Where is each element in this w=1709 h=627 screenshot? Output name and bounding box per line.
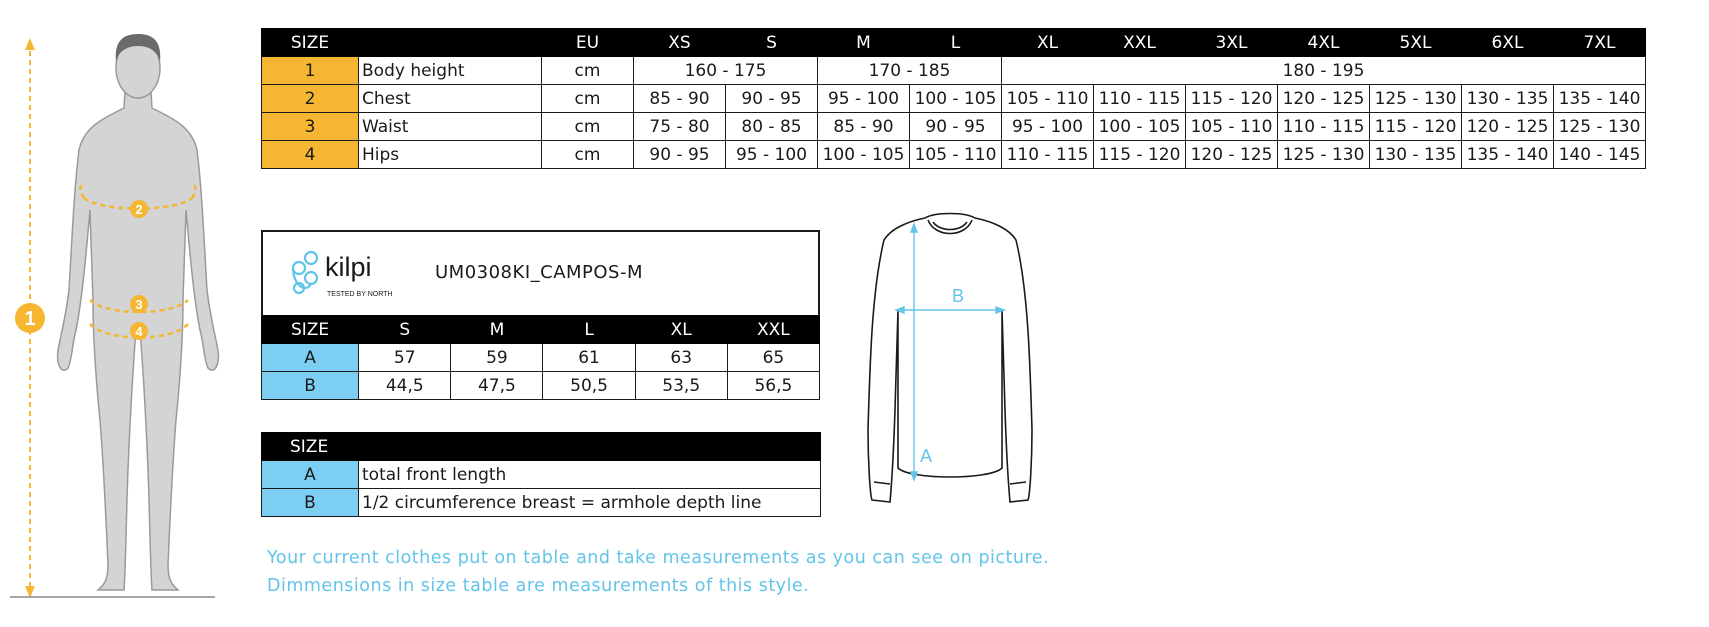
header-m: M (818, 29, 910, 57)
header-label (359, 29, 542, 57)
table-row (262, 57, 1646, 85)
table-cell: 61 (543, 344, 635, 372)
sweater-label-a: A (920, 446, 933, 466)
table-cell: 135 - 140 (1462, 141, 1554, 169)
instruction-note: Your current clothes put on table and take measurements as you can see on picture. (267, 548, 1050, 568)
table-cell: 100 - 105 (1094, 113, 1186, 141)
marker-4-label: 4 (135, 324, 143, 339)
table-cell: 130 - 135 (1462, 85, 1554, 113)
table-cell: 135 - 140 (1554, 85, 1646, 113)
table-row (262, 344, 820, 372)
header-m: M (451, 316, 543, 344)
table-cell: 130 - 135 (1370, 141, 1462, 169)
header-6xl: 6XL (1462, 29, 1554, 57)
garment-header-row (262, 316, 820, 344)
header-size: SIZE (262, 29, 359, 57)
table-row (262, 489, 821, 517)
header-s: S (726, 29, 818, 57)
marker-3-label: 3 (135, 297, 143, 312)
table-cell: 53,5 (635, 372, 727, 400)
table-cell: 110 - 115 (1278, 113, 1370, 141)
header-eu: EU (542, 29, 634, 57)
table-cell: 85 - 90 (818, 113, 910, 141)
legend-text: 1/2 circumference breast = armhole depth line (359, 489, 821, 517)
row-number: 1 (262, 57, 359, 85)
sweater-diagram (860, 210, 1040, 515)
header-5xl: 5XL (1370, 29, 1462, 57)
header-xl: XL (1002, 29, 1094, 57)
table-cell: 65 (727, 344, 819, 372)
brand-name: kilpi (325, 252, 372, 282)
header-xxl: XXL (1094, 29, 1186, 57)
legend-header-blank (359, 433, 821, 461)
table-cell: 100 - 105 (910, 85, 1002, 113)
table-cell: 100 - 105 (818, 141, 910, 169)
header-xs: XS (634, 29, 726, 57)
table-cell: 90 - 95 (726, 85, 818, 113)
header-xxl: XXL (727, 316, 819, 344)
row-label: Body height (359, 57, 542, 85)
body-measurement-figure (0, 0, 240, 627)
table-cell: 120 - 125 (1186, 141, 1278, 169)
table-cell: 125 - 130 (1554, 113, 1646, 141)
table-cell: 95 - 100 (726, 141, 818, 169)
marker-1-label: 1 (24, 308, 36, 330)
table-cell: 105 - 110 (1002, 85, 1094, 113)
table-cell: 115 - 120 (1370, 113, 1462, 141)
instruction-note: Dimmensions in size table are measurements of this style. (267, 576, 810, 596)
row-number: 4 (262, 141, 359, 169)
header-3xl: 3XL (1186, 29, 1278, 57)
row-label: Chest (359, 85, 542, 113)
table-row (262, 113, 1646, 141)
table-cell: 47,5 (451, 372, 543, 400)
marker-2-label: 2 (135, 202, 143, 217)
table-row (262, 461, 821, 489)
measurement-legend-table (261, 432, 821, 517)
body-size-header-row (262, 29, 1646, 57)
table-cell: 125 - 130 (1370, 85, 1462, 113)
legend-label: B (262, 489, 359, 517)
row-label: A (262, 344, 359, 372)
table-cell: 115 - 120 (1186, 85, 1278, 113)
row-unit: cm (542, 113, 634, 141)
table-cell: 120 - 125 (1462, 113, 1554, 141)
table-cell: 180 - 195 (1002, 57, 1646, 85)
header-4xl: 4XL (1278, 29, 1370, 57)
table-cell: 170 - 185 (818, 57, 1002, 85)
kilpi-logo (285, 244, 400, 306)
table-cell: 140 - 145 (1554, 141, 1646, 169)
table-cell: 110 - 115 (1002, 141, 1094, 169)
row-unit: cm (542, 57, 634, 85)
header-l: L (910, 29, 1002, 57)
row-label: Waist (359, 113, 542, 141)
table-cell: 90 - 95 (634, 141, 726, 169)
header-l: L (543, 316, 635, 344)
header-7xl: 7XL (1554, 29, 1646, 57)
row-unit: cm (542, 85, 634, 113)
table-row (262, 85, 1646, 113)
row-number: 3 (262, 113, 359, 141)
sweater-label-b: B (952, 286, 965, 306)
table-cell: 57 (359, 344, 451, 372)
table-cell: 125 - 130 (1278, 141, 1370, 169)
table-cell: 63 (635, 344, 727, 372)
header-size: SIZE (262, 316, 359, 344)
table-cell: 95 - 100 (1002, 113, 1094, 141)
brand-tagline: TESTED BY NORTH (327, 291, 393, 298)
table-cell: 105 - 110 (1186, 113, 1278, 141)
table-row (262, 372, 820, 400)
body-size-table (261, 28, 1646, 169)
table-cell: 50,5 (543, 372, 635, 400)
table-cell: 56,5 (727, 372, 819, 400)
table-cell: 80 - 85 (726, 113, 818, 141)
legend-label: A (262, 461, 359, 489)
table-row (262, 141, 1646, 169)
table-cell: 85 - 90 (634, 85, 726, 113)
legend-header-row (262, 433, 821, 461)
table-cell: 105 - 110 (910, 141, 1002, 169)
legend-header: SIZE (262, 433, 359, 461)
table-cell: 75 - 80 (634, 113, 726, 141)
table-cell: 90 - 95 (910, 113, 1002, 141)
table-cell: 120 - 125 (1278, 85, 1370, 113)
table-cell: 110 - 115 (1094, 85, 1186, 113)
row-label: Hips (359, 141, 542, 169)
row-unit: cm (542, 141, 634, 169)
style-header (261, 230, 820, 315)
table-cell: 160 - 175 (634, 57, 818, 85)
garment-size-table (261, 315, 820, 400)
table-cell: 115 - 120 (1094, 141, 1186, 169)
legend-text: total front length (359, 461, 821, 489)
header-s: S (359, 316, 451, 344)
table-cell: 44,5 (359, 372, 451, 400)
table-cell: 95 - 100 (818, 85, 910, 113)
style-code: UM0308KI_CAMPOS-M (435, 262, 644, 283)
table-cell: 59 (451, 344, 543, 372)
row-number: 2 (262, 85, 359, 113)
row-label: B (262, 372, 359, 400)
header-xl: XL (635, 316, 727, 344)
